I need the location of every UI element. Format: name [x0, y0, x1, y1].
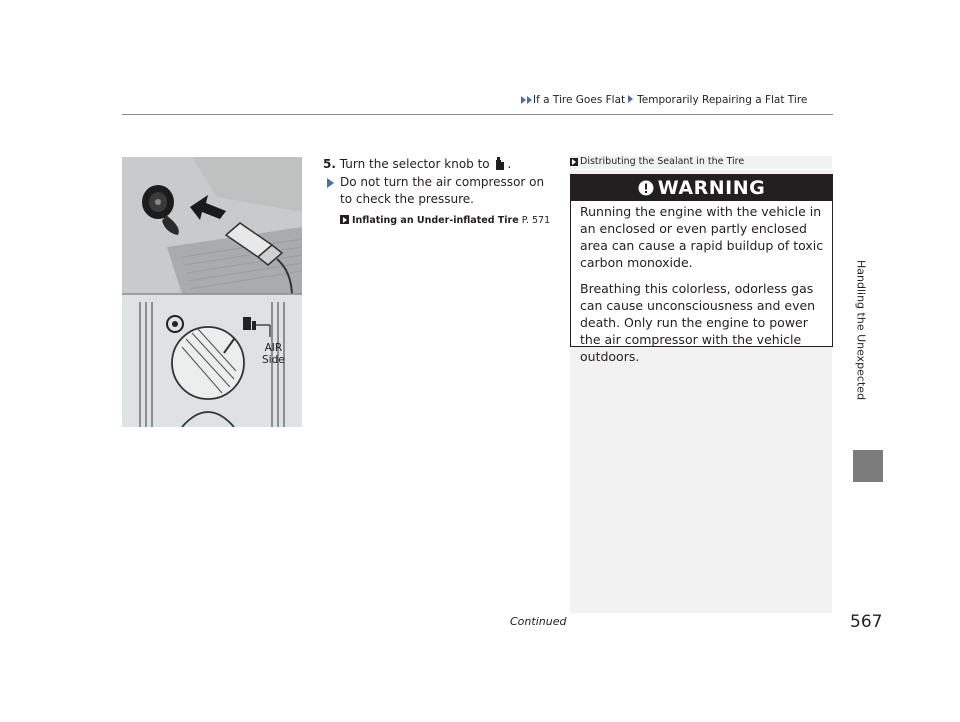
air-callout-line2: Side [262, 354, 285, 366]
header-divider [122, 114, 833, 115]
page-number: 567 [850, 612, 883, 632]
bullet-arrow-icon [327, 178, 334, 188]
note-heading-text: Distributing the Sealant in the Tire [580, 156, 745, 167]
air-callout-line1: AIR [264, 342, 283, 354]
breadcrumb-separator-icon [628, 95, 633, 103]
reference-arrow-icon [340, 215, 349, 224]
page-reference-link[interactable] [323, 212, 558, 229]
warning-body [580, 203, 828, 374]
continued-label: Continued [510, 615, 567, 628]
chapter-tab-marker [853, 450, 883, 482]
warning-paragraph: Running the engine with the vehicle in an enclosed or even partly enclosed area can cause a rapid buildup of toxic carbon monoxide. [580, 204, 824, 270]
warning-triangle-icon [638, 180, 654, 196]
breadcrumb-arrow-icon [527, 96, 532, 104]
chapter-side-tab[interactable]: Handling the Unexpected [854, 259, 868, 401]
breadcrumb-item-section[interactable]: If a Tire Goes Flat [533, 94, 626, 106]
compressor-illustration [122, 157, 302, 427]
step-instruction [323, 156, 558, 229]
step-bullet: Do not turn the air compressor on to check the pressure. [340, 175, 545, 206]
breadcrumb-arrow-icon [521, 96, 526, 104]
warning-paragraph: Breathing this colorless, odorless gas can cause unconsciousness and even death. Only run the engine to power the air compressor with the vehicle outdoors. [580, 281, 816, 364]
step-text: Turn the selector knob to [339, 157, 490, 171]
reference-page[interactable]: P. 571 [521, 215, 551, 226]
note-arrow-icon [570, 158, 578, 166]
note-heading [570, 156, 744, 167]
warning-title: WARNING [657, 177, 766, 199]
warning-title-bar [571, 175, 832, 201]
air-pump-icon [495, 157, 505, 170]
breadcrumb-item-topic[interactable]: Temporarily Repairing a Flat Tire [637, 94, 808, 106]
reference-title[interactable]: Inflating an Under-inflated Tire [352, 215, 519, 226]
step-number: 5. [323, 157, 336, 171]
step-text-end: . [507, 157, 512, 171]
breadcrumb [521, 94, 807, 106]
note-divider [570, 169, 832, 170]
